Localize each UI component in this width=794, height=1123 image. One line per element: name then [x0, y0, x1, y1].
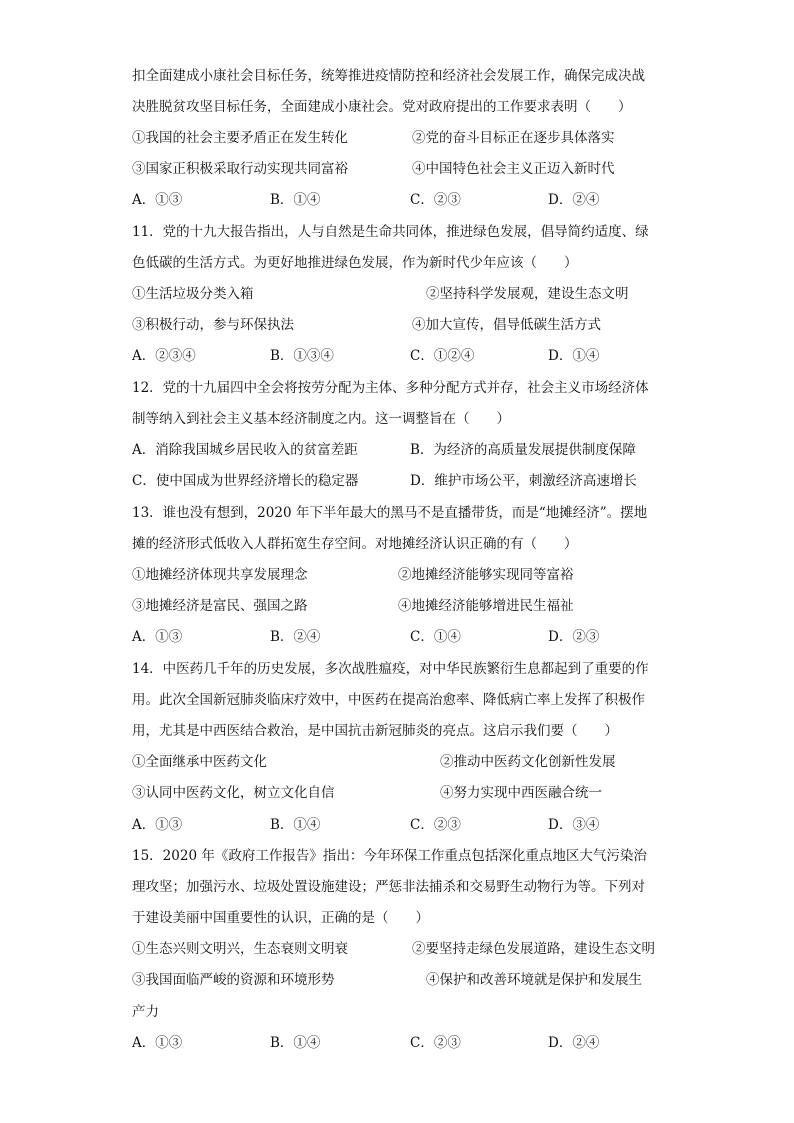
choice-d: D．①④	[548, 348, 600, 364]
choice-b: B．为经济的高质量发展提供制度保障	[410, 442, 636, 458]
statement-4: ④加大宣传，倡导低碳生活方式	[412, 317, 601, 333]
choice-d: D．②④	[548, 1035, 600, 1051]
statement-3: ③国家正积极采取行动实现共同富裕	[132, 161, 348, 177]
choice-d: D．③④	[548, 817, 600, 833]
statement-4: ④努力实现中西医融合统一	[440, 785, 602, 801]
choice-c: C．①④	[410, 629, 461, 645]
statement-2: ②地摊经济能够实现同等富裕	[398, 567, 574, 583]
choice-c: C．②③	[410, 817, 461, 833]
statement-3: ③我国面临严峻的资源和环境形势	[132, 972, 335, 988]
question-12-text: 制等纳入到社会主义基本经济制度之内。这一调整旨在（ ）	[132, 411, 510, 427]
statement-4-continued: 产力	[132, 1004, 159, 1020]
statement-2: ②要坚持走绿色发展道路，建设生态文明	[412, 941, 655, 957]
choice-c: C．②③	[410, 192, 461, 208]
statement-4: ④中国特色社会主义正迈入新时代	[412, 161, 615, 177]
choice-a: A．消除我国城乡居民收入的贫富差距	[132, 442, 358, 458]
question-15-text: 于建设美丽中国重要性的认识，正确的是（ ）	[132, 910, 429, 926]
question-11-text: 色低碳的生活方式。为更好地推进绿色发展，作为新时代少年应该（ ）	[132, 255, 578, 271]
statement-1: ①全面继承中医药文化	[132, 754, 267, 770]
question-14-text: 用，尤其是中西医结合救治，是中国抗击新冠肺炎的亮点。这启示我们要（ ）	[132, 723, 618, 739]
statement-2: ②推动中医药文化创新性发展	[440, 754, 616, 770]
question-15-text: 理攻坚；加强污水、垃圾处置设施建设；严惩非法捕杀和交易野生动物行为等。下列对	[132, 879, 645, 895]
choice-a: A．①③	[132, 817, 183, 833]
question-12-text: 12．党的十九届四中全会将按劳分配为主体、多种分配方式并存，社会主义市场经济体	[132, 380, 649, 396]
choice-a: A．①③	[132, 1035, 183, 1051]
choice-b: B．①④	[270, 192, 321, 208]
question-15-text: 15．2020 年《政府工作报告》指出：今年环保工作重点包括深化重点地区大气污染治	[132, 848, 647, 864]
question-text-line: 决胜脱贫攻坚目标任务，全面建成小康社会。党对政府提出的工作要求表明（ ）	[132, 99, 632, 115]
choice-c: C．①②④	[410, 348, 475, 364]
statement-3: ③认同中医药文化，树立文化自信	[132, 785, 335, 801]
choice-a: A．①③	[132, 192, 183, 208]
question-14-text: 用。此次全国新冠肺炎临床疗效中，中医药在提高治愈率、降低病亡率上发挥了积极作	[132, 692, 645, 708]
choice-a: A．①③	[132, 629, 183, 645]
choice-d: D．维护市场公平，刺激经济高速增长	[410, 473, 637, 489]
choice-b: B．①③④	[270, 348, 334, 364]
statement-4: ④保护和改善环境就是保护和发展生	[426, 972, 642, 988]
choice-c: C．使中国成为世界经济增长的稳定器	[132, 473, 359, 489]
statement-1: ①生态兴则文明兴，生态衰则文明衰	[132, 941, 348, 957]
statement-2: ②坚持科学发展观，建设生态文明	[426, 286, 629, 302]
question-13-text: 13．谁也没有想到，2020 年下半年最大的黑马不是直播带货，而是“地摊经济”。摆地	[132, 505, 648, 521]
statement-4: ④地摊经济能够增进民生福祉	[398, 598, 574, 614]
choice-c: C．②③	[410, 1035, 461, 1051]
question-text-line: 扣全面建成小康社会目标任务，统筹推进疫情防控和经济社会发展工作，确保完成决战	[132, 68, 645, 84]
statement-3: ③积极行动，参与环保执法	[132, 317, 294, 333]
statement-3: ③地摊经济是富民、强国之路	[132, 598, 308, 614]
choice-d: D．②③	[548, 629, 600, 645]
choice-a: A．②③④	[132, 348, 196, 364]
question-13-text: 摊的经济形式低收入人群拓宽生存空间。对地摊经济认识正确的有（ ）	[132, 536, 578, 552]
statement-2: ②党的奋斗目标正在逐步具体落实	[412, 130, 615, 146]
choice-b: B．①④	[270, 817, 321, 833]
choice-d: D．②④	[548, 192, 600, 208]
choice-b: B．①④	[270, 1035, 321, 1051]
question-14-text: 14．中医药几千年的历史发展，多次战胜瘟疫，对中华民族繁衍生息都起到了重要的作	[132, 661, 649, 677]
choice-b: B．②④	[270, 629, 321, 645]
statement-1: ①地摊经济体现共享发展理念	[132, 567, 308, 583]
statement-1: ①我国的社会主要矛盾正在发生转化	[132, 130, 348, 146]
statement-1: ①生活垃圾分类入箱	[132, 286, 254, 302]
question-11-text: 11．党的十九大报告指出，人与自然是生命共同体，推进绿色发展，倡导简约适度、绿	[132, 224, 649, 240]
